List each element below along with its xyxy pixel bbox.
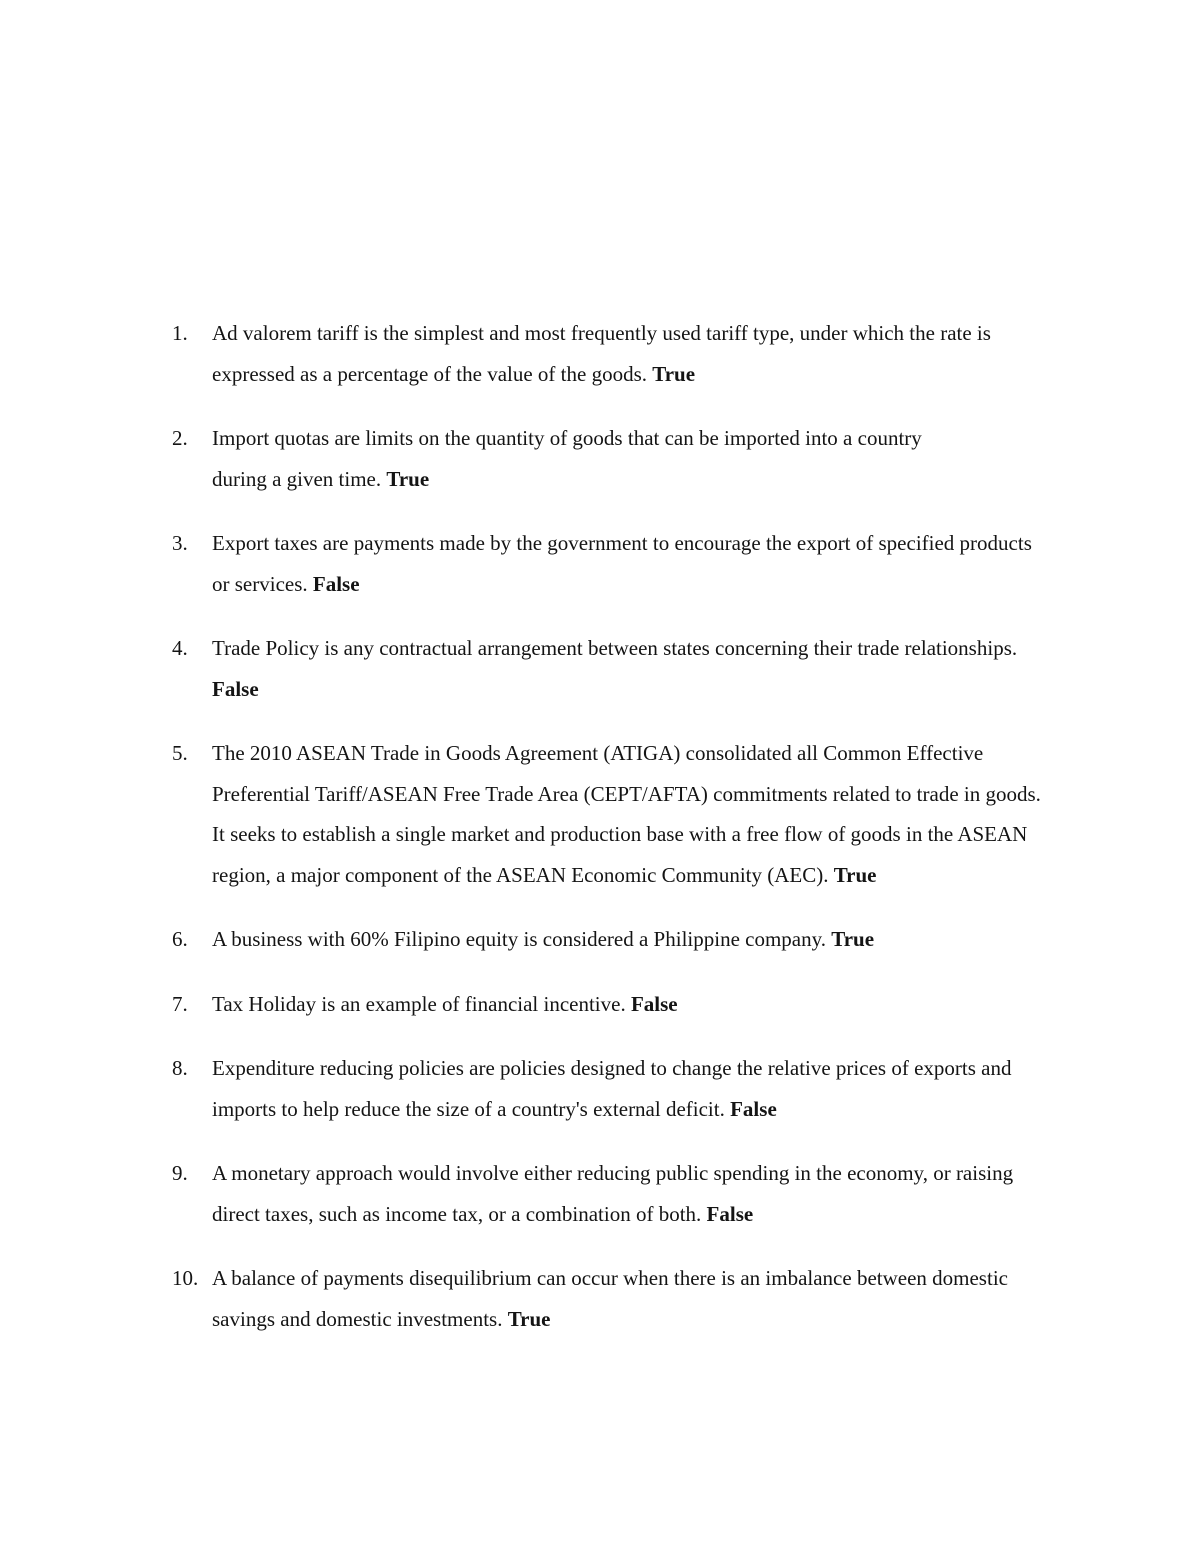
question-answer: True <box>833 862 877 887</box>
question-item-1 <box>172 313 1052 394</box>
question-item-10 <box>172 1258 1052 1339</box>
question-answer: True <box>652 361 696 386</box>
question-text: Import quotas are limits on the quantity of goods that can be imported into a country during a given time. <box>212 426 922 491</box>
question-number: 5. <box>172 741 188 765</box>
question-number: 9. <box>172 1161 188 1185</box>
question-item-4 <box>172 628 1052 709</box>
question-number: 3. <box>172 531 188 555</box>
question-item-2 <box>172 418 1052 499</box>
question-number: 1. <box>172 321 188 345</box>
question-answer: False <box>706 1201 754 1226</box>
question-text: Export taxes are payments made by the government to encourage the export of specified products or services. <box>212 531 1032 596</box>
question-number: 8. <box>172 1056 188 1080</box>
question-answer: True <box>831 927 875 951</box>
question-answer: False <box>730 1096 777 1121</box>
question-item-7 <box>172 984 1052 1025</box>
question-answer: True <box>386 466 430 491</box>
question-number: 2. <box>172 426 188 450</box>
question-text: A business with 60% Filipino equity is considered a Philippine company. <box>212 927 827 951</box>
question-text: Trade Policy is any contractual arrangement between states concerning their trade relationships. <box>212 636 1018 660</box>
question-item-6 <box>172 919 1052 960</box>
question-text: Expenditure reducing policies are policies designed to change the relative prices of exports and imports to help reduce the size of a country's external deficit. <box>212 1056 1012 1121</box>
question-number: 6. <box>172 927 188 951</box>
question-item-3 <box>172 523 1052 604</box>
question-answer: False <box>630 991 678 1016</box>
question-text: Tax Holiday is an example of financial incentive. <box>212 991 626 1016</box>
question-text: The 2010 ASEAN Trade in Goods Agreement (ATIGA) consolidated all Common Effective Preferential Tariff/ASEAN Free Trade Area (CEPT/AFTA) commitments related to trade in goods. It seeks to establish a single market and production base with a free flow of goods in the ASEAN region, a major component of the ASEAN Economic Community (AEC). <box>212 741 1041 887</box>
question-list <box>172 313 1052 1363</box>
question-answer: False <box>312 571 360 596</box>
question-number: 7. <box>172 991 188 1016</box>
question-number: 10. <box>172 1266 199 1290</box>
question-text: A monetary approach would involve either reducing public spending in the economy, or raising direct taxes, such as income tax, or a combination of both. <box>212 1161 1014 1226</box>
question-answer: False <box>212 676 259 701</box>
question-answer: True <box>507 1306 551 1331</box>
question-item-5 <box>172 733 1052 895</box>
question-text: A balance of payments disequilibrium can occur when there is an imbalance between domestic savings and domestic investments. <box>212 1266 1008 1331</box>
question-number: 4. <box>172 636 188 660</box>
question-text: Ad valorem tariff is the simplest and most frequently used tariff type, under which the rate is expressed as a percentage of the value of the goods. <box>212 321 991 386</box>
question-item-9 <box>172 1153 1052 1234</box>
question-item-8 <box>172 1048 1052 1129</box>
